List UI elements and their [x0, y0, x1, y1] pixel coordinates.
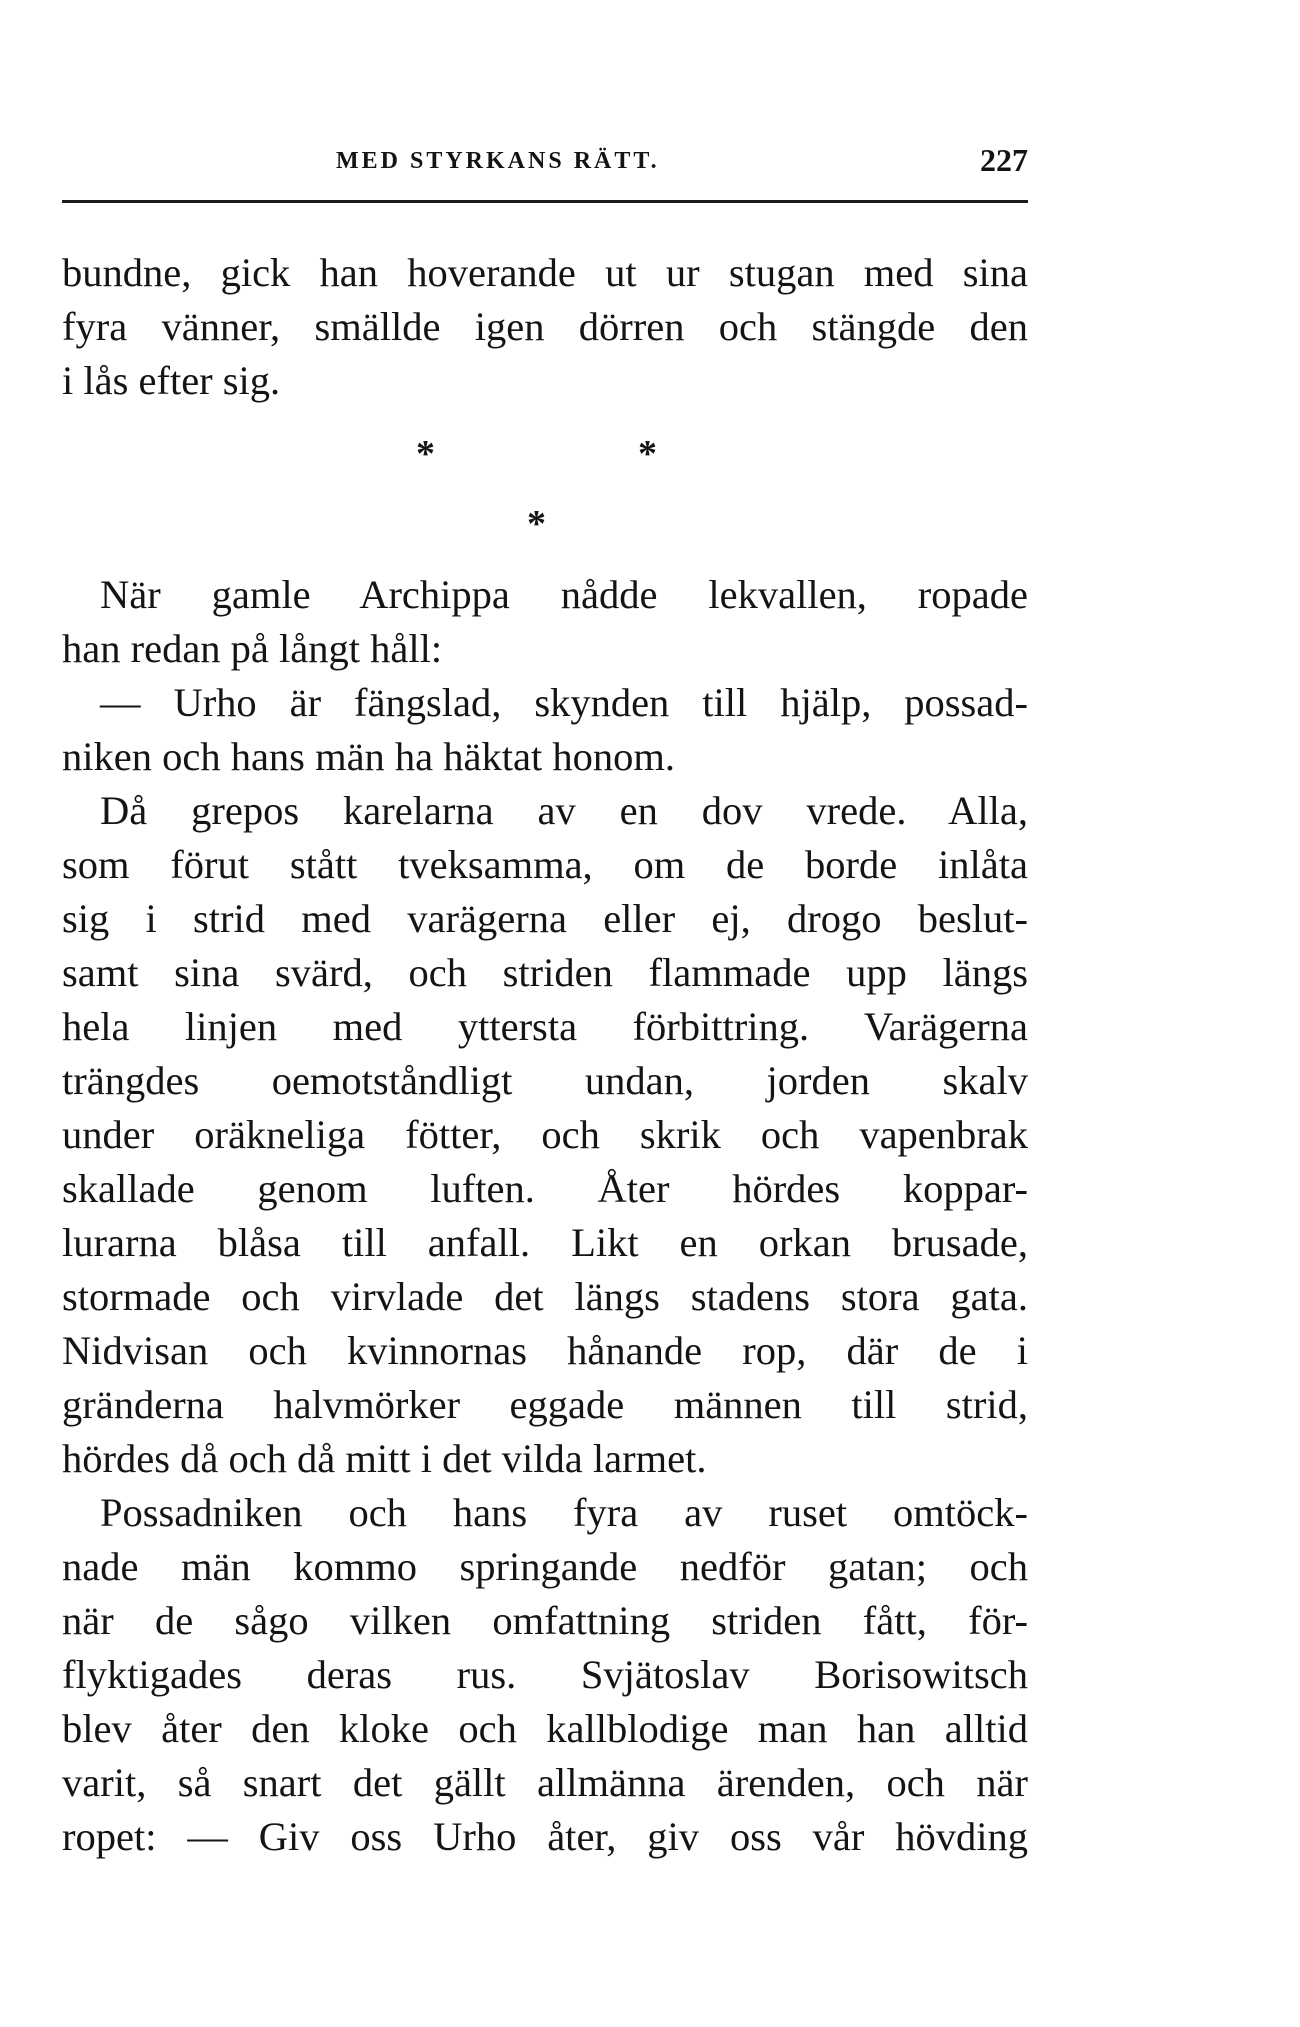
text-line: skallade genom luften. Åter hördes koppar- — [62, 1166, 1028, 1211]
text-line: niken och hans män ha häktat honom. — [62, 734, 675, 779]
text-line: trängdes oemotståndligt undan, jorden skalv — [62, 1058, 1028, 1103]
header-rule — [62, 200, 1028, 203]
section-star: * — [527, 503, 546, 545]
text-line: hela linjen med yttersta förbittring. Varägerna — [62, 1004, 1028, 1049]
text-line: — Urho är fängslad, skynden till hjälp, possad- — [100, 680, 1028, 725]
text-line: nade män kommo springande nedför gatan; och — [62, 1544, 1028, 1589]
section-star: * — [638, 433, 657, 475]
paragraph-2 — [62, 568, 1028, 676]
text-line: varit, så snart det gällt allmänna ärenden, och när — [62, 1760, 1028, 1805]
paragraph-4 — [62, 784, 1028, 1486]
text-line: gränderna halvmörker eggade männen till strid, — [62, 1382, 1028, 1427]
section-break-stars-row-2 — [0, 502, 1300, 552]
text-line: hördes då och då mitt i det vilda larmet. — [62, 1436, 707, 1481]
text-line: när de sågo vilken omfattning striden fått, för- — [62, 1598, 1028, 1643]
page-number: 227 — [980, 142, 1028, 178]
paragraph-1 — [62, 246, 1028, 408]
running-head — [62, 142, 1028, 188]
text-line: Då grepos karelarna av en dov vrede. Alla, — [100, 788, 1028, 833]
text-line: När gamle Archippa nådde lekvallen, ropade — [100, 572, 1028, 617]
text-line: i lås efter sig. — [62, 358, 281, 403]
text-line: som förut stått tveksamma, om de borde inlåta — [62, 842, 1028, 887]
paragraph-3 — [62, 676, 1028, 784]
paragraph-5 — [62, 1486, 1028, 1864]
section-star: * — [416, 433, 435, 475]
text-line: lurarna blåsa till anfall. Likt en orkan brusade, — [62, 1220, 1028, 1265]
text-line: flyktigades deras rus. Svjätoslav Borisowitsch — [62, 1652, 1028, 1697]
text-line: samt sina svärd, och striden flammade upp längs — [62, 950, 1028, 995]
text-line: bundne, gick han hoverande ut ur stugan med sina — [62, 250, 1028, 295]
section-break-stars-row-1 — [0, 432, 1300, 482]
running-title: MED STYRKANS RÄTT. — [336, 148, 660, 174]
body-text-continued — [62, 568, 1028, 1864]
text-line: ropet: — Giv oss Urho åter, giv oss vår hövding — [62, 1814, 1028, 1859]
text-line: sig i strid med varägerna eller ej, drogo beslut- — [62, 896, 1028, 941]
text-line: stormade och virvlade det längs stadens stora gata. — [62, 1274, 1028, 1319]
text-line: fyra vänner, smällde igen dörren och stängde den — [62, 304, 1028, 349]
body-text — [62, 246, 1028, 408]
text-line: under oräkneliga fötter, och skrik och vapenbrak — [62, 1112, 1028, 1157]
text-line: Possadniken och hans fyra av ruset omtöck- — [100, 1490, 1028, 1535]
text-line: han redan på långt håll: — [62, 626, 443, 671]
text-line: Nidvisan och kvinnornas hånande rop, där de i — [62, 1328, 1028, 1373]
text-line: blev åter den kloke och kallblodige man han alltid — [62, 1706, 1028, 1751]
